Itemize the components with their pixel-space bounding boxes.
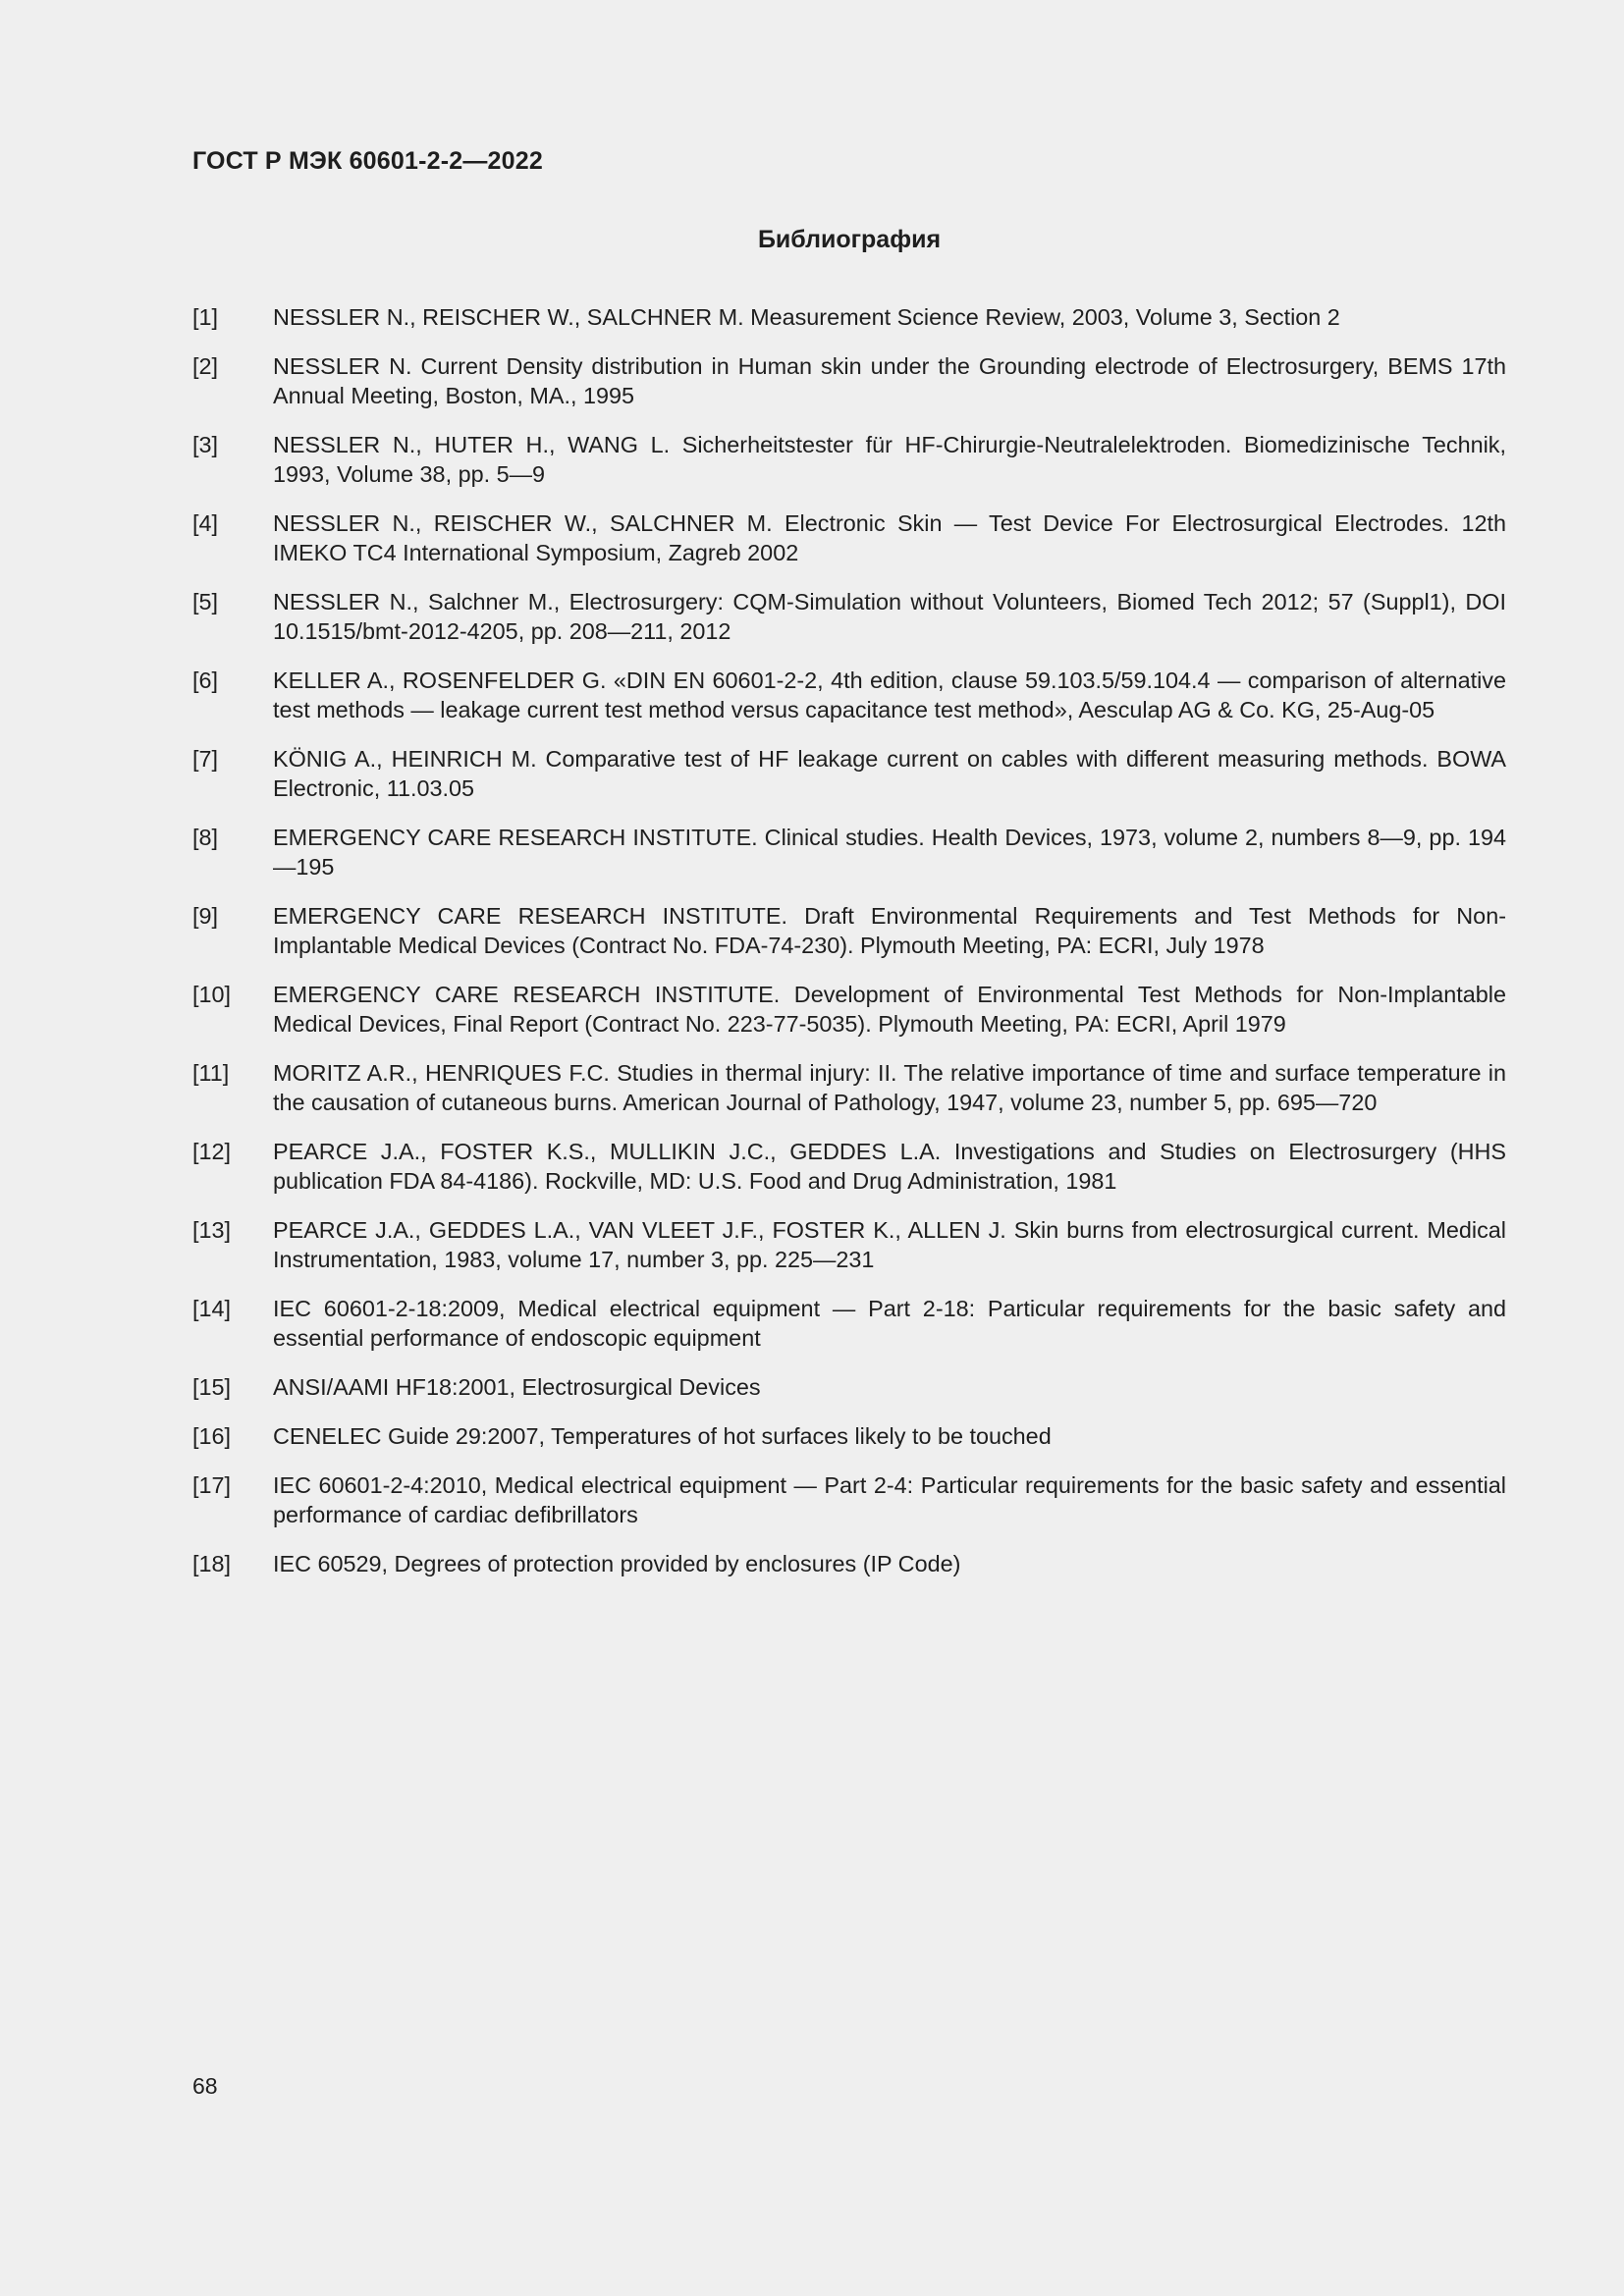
bib-entry <box>192 744 1506 803</box>
bib-entry <box>192 1421 1506 1451</box>
bib-text: EMERGENCY CARE RESEARCH INSTITUTE. Clinical studies. Health Devices, 1973, volume 2, numbers 8—9, pp. 194—195 <box>273 825 1506 880</box>
bib-text: CENELEC Guide 29:2007, Temperatures of hot surfaces likely to be touched <box>273 1423 1052 1449</box>
bib-number: [5] <box>192 589 219 614</box>
bib-text: EMERGENCY CARE RESEARCH INSTITUTE. Development of Environmental Test Methods for Non-Implantable Medical Devices, Final Report (Contract No. 223-77-5035). Plymouth Meeting, PA: ECRI, April 1979 <box>273 982 1506 1037</box>
bib-number: [3] <box>192 432 219 457</box>
bib-entry <box>192 823 1506 881</box>
bib-entry <box>192 901 1506 960</box>
bib-entry <box>192 1470 1506 1529</box>
bib-text: ANSI/AAMI HF18:2001, Electrosurgical Devices <box>273 1374 761 1400</box>
bib-number: [12] <box>192 1139 232 1164</box>
bib-number: [6] <box>192 667 219 693</box>
bib-number: [18] <box>192 1551 232 1576</box>
bib-number: [13] <box>192 1217 232 1243</box>
bib-entry <box>192 1372 1506 1402</box>
bib-text: IEC 60529, Degrees of protection provided by enclosures (IP Code) <box>273 1551 961 1576</box>
bib-entry <box>192 351 1506 410</box>
bib-text: MORITZ A.R., HENRIQUES F.C. Studies in thermal injury: II. The relative importance of time and surface temperature in the causation of cutaneous burns. American Journal of Pathology, 1947, volume 23, number 5, pp. 695—720 <box>273 1060 1506 1115</box>
bib-entry <box>192 430 1506 489</box>
section-title: Библиография <box>757 226 942 253</box>
bib-number: [1] <box>192 304 219 330</box>
bib-entry <box>192 980 1506 1039</box>
bib-number: [15] <box>192 1374 232 1400</box>
bib-entry <box>192 1549 1506 1578</box>
bib-number: [9] <box>192 903 219 929</box>
bib-number: [17] <box>192 1472 232 1498</box>
bib-text: NESSLER N., HUTER H., WANG L. Sicherheitstester für HF-Chirurgie-Neutralelektroden. Biomedizinische Technik, 1993, Volume 38, pp. 5—9 <box>273 432 1506 487</box>
bib-entry <box>192 1137 1506 1196</box>
bib-number: [16] <box>192 1423 232 1449</box>
page-number: 68 <box>192 2073 218 2099</box>
bib-text: KELLER A., ROSENFELDER G. «DIN EN 60601-2-2, 4th edition, clause 59.103.5/59.104.4 — comparison of alternative test methods — leakage current test method versus capacitance test method», Aesculap AG & Co. KG, 25-Aug-05 <box>273 667 1506 722</box>
bibliography-list <box>192 302 1506 1598</box>
bib-number: [7] <box>192 746 219 772</box>
bib-entry <box>192 508 1506 567</box>
bib-entry <box>192 666 1506 724</box>
bib-number: [8] <box>192 825 219 850</box>
bib-text: EMERGENCY CARE RESEARCH INSTITUTE. Draft Environmental Requirements and Test Methods for Non-Implantable Medical Devices (Contract No. FDA-74-230). Plymouth Meeting, PA: ECRI, July 1978 <box>273 903 1506 958</box>
bib-text: IEC 60601-2-18:2009, Medical electrical equipment — Part 2-18: Particular requirements for the basic safety and essential performance of endoscopic equipment <box>273 1296 1506 1351</box>
bib-text: KÖNIG A., HEINRICH M. Comparative test of HF leakage current on cables with different measuring methods. BOWA Electronic, 11.03.05 <box>273 746 1506 801</box>
bib-number: [14] <box>192 1296 232 1321</box>
document-code-header: ГОСТ Р МЭК 60601-2-2—2022 <box>192 147 543 175</box>
bib-text: NESSLER N., Salchner M., Electrosurgery: CQM-Simulation without Volunteers, Biomed Tech 2012; 57 (Suppl1), DOI 10.1515/bmt-2012-4205, pp. 208—211, 2012 <box>273 589 1506 644</box>
bib-number: [11] <box>192 1060 230 1086</box>
bib-text: NESSLER N., REISCHER W., SALCHNER M. Electronic Skin — Test Device For Electrosurgical Electrodes. 12th IMEKO TC4 International Symposium, Zagreb 2002 <box>273 510 1506 565</box>
bib-number: [4] <box>192 510 219 536</box>
bib-number: [10] <box>192 982 232 1007</box>
bib-number: [2] <box>192 353 219 379</box>
bib-text: NESSLER N., REISCHER W., SALCHNER M. Measurement Science Review, 2003, Volume 3, Section 2 <box>273 304 1340 330</box>
bib-text: PEARCE J.A., FOSTER K.S., MULLIKIN J.C., GEDDES L.A. Investigations and Studies on Electrosurgery (HHS publication FDA 84-4186). Rockville, MD: U.S. Food and Drug Administration, 1981 <box>273 1139 1506 1194</box>
bib-text: NESSLER N. Current Density distribution in Human skin under the Grounding electrode of Electrosurgery, BEMS 17th Annual Meeting, Boston, MA., 1995 <box>273 353 1506 408</box>
bib-entry <box>192 1058 1506 1117</box>
bib-entry <box>192 1215 1506 1274</box>
bib-entry <box>192 1294 1506 1353</box>
bib-entry <box>192 587 1506 646</box>
bib-entry <box>192 302 1506 332</box>
bib-text: PEARCE J.A., GEDDES L.A., VAN VLEET J.F., FOSTER K., ALLEN J. Skin burns from electrosurgical current. Medical Instrumentation, 1983, volume 17, number 3, pp. 225—231 <box>273 1217 1506 1272</box>
bib-text: IEC 60601-2-4:2010, Medical electrical equipment — Part 2-4: Particular requirements for the basic safety and essential performance of cardiac defibrillators <box>273 1472 1506 1527</box>
